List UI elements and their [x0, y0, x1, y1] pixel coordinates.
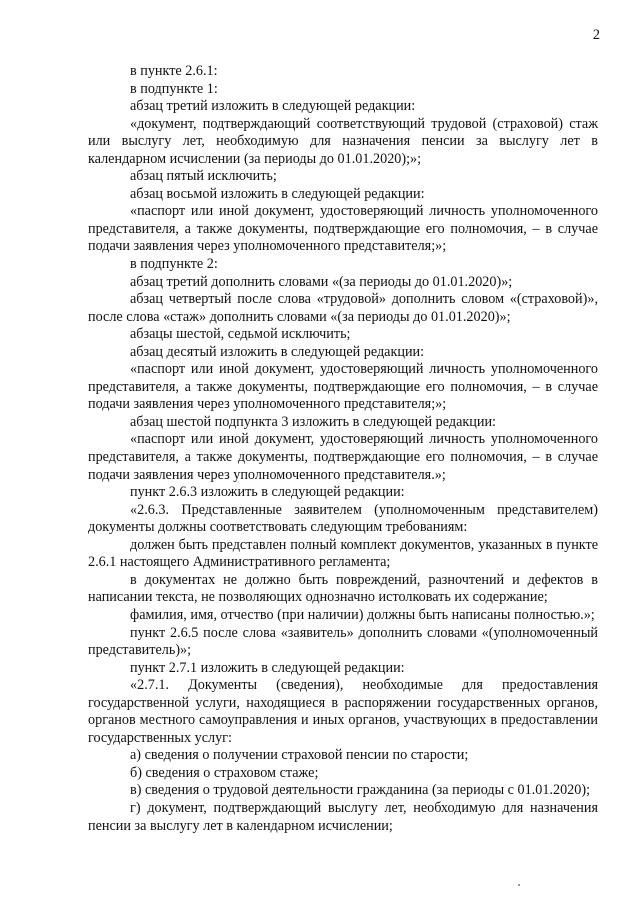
- paragraph: «паспорт или иной документ, удостоверяющий личность уполномоченного представителя, а также документы, подтверждающие его полномочия, – в случае подачи заявления через уполномоченного представителя;»;: [88, 361, 598, 413]
- paragraph: пункт 2.6.5 после слова «заявитель» дополнить словами «(уполномоченный представитель)»;: [88, 624, 598, 659]
- paragraph: абзац третий дополнить словами «(за периоды до 01.01.2020)»;: [130, 273, 513, 290]
- paragraph: в подпункте 2:: [130, 256, 218, 273]
- paragraph: абзац восьмой изложить в следующей редакции:: [130, 185, 425, 202]
- paragraph: в пункте 2.6.1:: [130, 63, 218, 79]
- paragraph: б) сведения о страховом стаже;: [130, 764, 319, 781]
- paragraph: «документ, подтверждающий соответствующий трудовой (страховой) стаж или выслугу лет, необходимую для назначения пенсии за выслугу лет в календарном исчислении (за периоды до 01.01.2020);»;: [88, 115, 598, 167]
- paragraph: абзац пятый исключить;: [130, 168, 277, 185]
- paragraph: «2.7.1. Документы (сведения), необходимые для предоставления государственной услуги, находящиеся в распоряжении государственных органов, органов местного самоуправления и иных органов, участвующих в предоставлении государственных услуг:: [88, 677, 598, 746]
- paragraph: фамилия, имя, отчество (при наличии) должны быть написаны полностью.»;: [130, 606, 595, 623]
- paragraph: в документах не должно быть повреждений, разночтений и дефектов в написании текста, не позволяющих однозначно истолковать их содержание;: [88, 571, 598, 606]
- paragraph: в) сведения о трудовой деятельности гражданина (за периоды с 01.01.2020);: [130, 782, 591, 799]
- paragraph: «паспорт или иной документ, удостоверяющий личность уполномоченного представителя, а также документы, подтверждающие его полномочия, – в случае подачи заявления через уполномоченного представителя.»;: [88, 431, 598, 483]
- scan-speck: [518, 884, 520, 886]
- paragraph: а) сведения о получении страховой пенсии по старости;: [130, 747, 469, 764]
- document-body: [88, 63, 598, 835]
- paragraph: пункт 2.7.1 изложить в следующей редакции:: [130, 659, 405, 676]
- paragraph: абзац третий изложить в следующей редакции:: [130, 98, 416, 115]
- paragraph: пункт 2.6.3 изложить в следующей редакции:: [130, 484, 405, 501]
- paragraph: в подпункте 1:: [130, 80, 218, 97]
- page-number: 2: [592, 27, 600, 43]
- paragraph: абзац шестой подпункта 3 изложить в следующей редакции:: [130, 413, 496, 430]
- paragraph: абзацы шестой, седьмой исключить;: [130, 326, 351, 343]
- paragraph: «2.6.3. Представленные заявителем (уполномоченным представителем) документы должны соответствовать следующим требованиям:: [88, 501, 598, 536]
- paragraph: «паспорт или иной документ, удостоверяющий личность уполномоченного представителя, а также документы, подтверждающие его полномочия, – в случае подачи заявления через уполномоченного представителя;»;: [88, 203, 598, 255]
- paragraph: абзац десятый изложить в следующей редакции:: [130, 343, 425, 360]
- paragraph: абзац четвертый после слова «трудовой» дополнить словом «(страховой)», после слова «стаж» дополнить словами «(за периоды до 01.01.2020)»;: [88, 291, 598, 325]
- paragraph: г) документ, подтверждающий выслугу лет, необходимую для назначения пенсии за выслугу лет в календарном исчислении;: [88, 799, 598, 834]
- paragraph: должен быть представлен полный комплект документов, указанных в пункте 2.6.1 настоящего Административного регламента;: [88, 536, 598, 571]
